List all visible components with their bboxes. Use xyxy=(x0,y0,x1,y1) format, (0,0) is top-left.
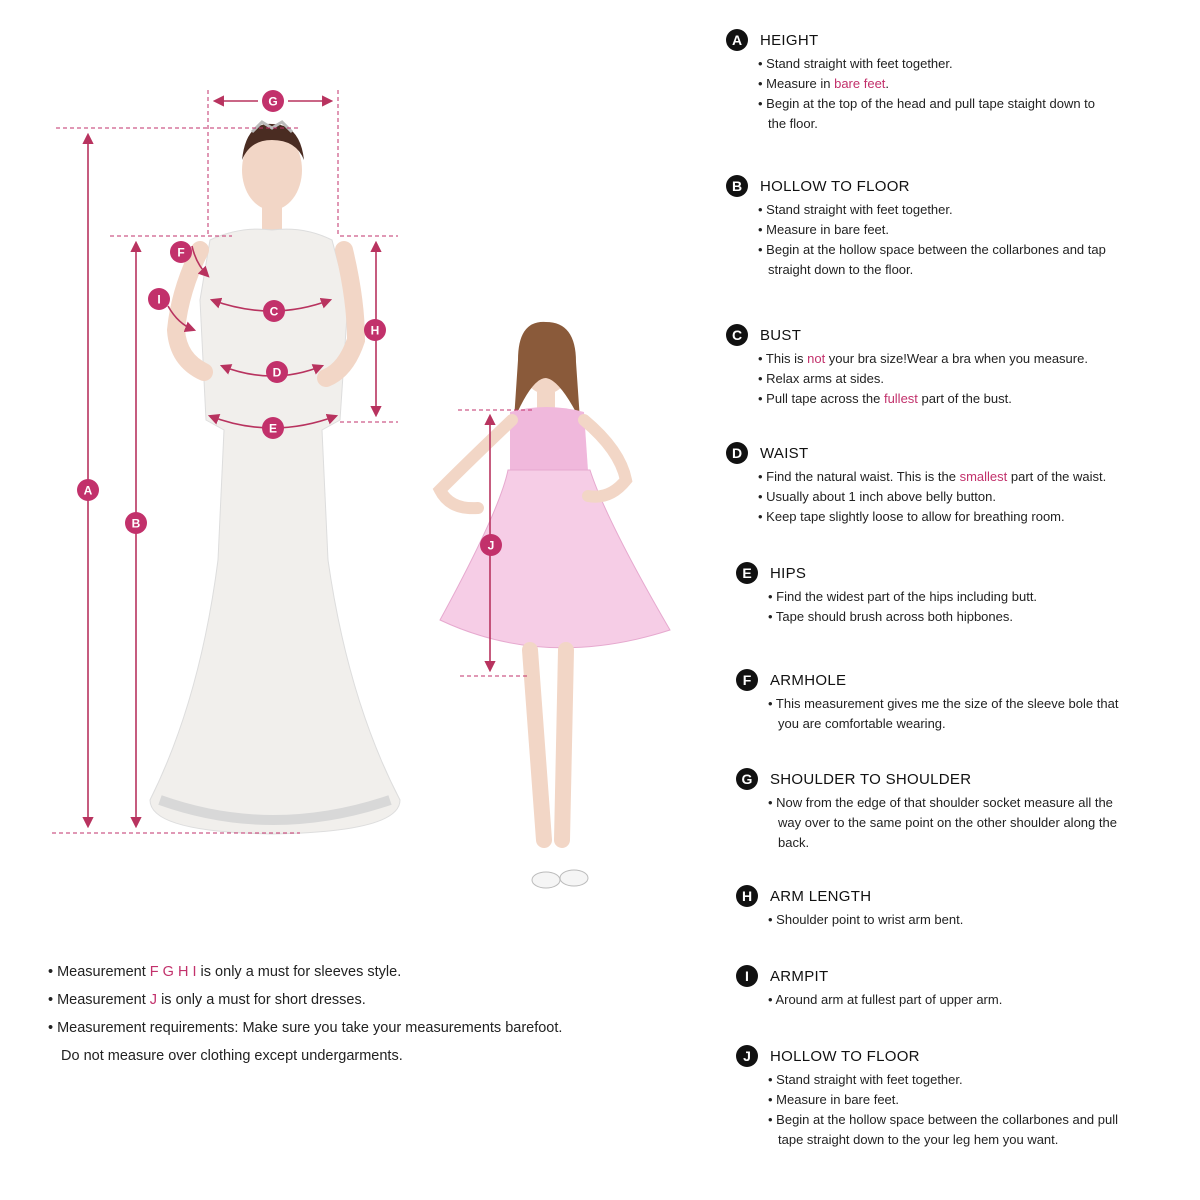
section-body xyxy=(768,694,1176,734)
section-header xyxy=(736,1044,1176,1068)
line-text: • Measure in xyxy=(758,76,835,91)
line-text: the floor. xyxy=(768,116,818,131)
line-text: • Stand straight with feet together. xyxy=(758,56,953,71)
svg-text:C: C xyxy=(269,304,279,319)
line-text: • Now from the edge of that shoulder socket measure all the xyxy=(768,795,1113,810)
section-c xyxy=(726,323,1166,409)
section-title: ARMHOLE xyxy=(770,671,847,689)
instruction-line xyxy=(758,260,1166,280)
instruction-line xyxy=(758,240,1166,260)
section-header xyxy=(736,668,1176,692)
line-text: • This measurement gives me the size of the sleeve bole that xyxy=(768,696,1119,711)
instruction-line xyxy=(768,990,1176,1010)
section-header xyxy=(736,884,1176,908)
section-body xyxy=(768,587,1176,627)
marker-c xyxy=(263,300,285,322)
marker-a xyxy=(77,479,99,501)
section-body xyxy=(758,467,1166,527)
line-text: • Find the widest part of the hips including butt. xyxy=(768,589,1038,604)
section-g xyxy=(736,767,1176,853)
svg-text:G: G xyxy=(268,94,278,109)
section-a xyxy=(726,28,1166,134)
section-b xyxy=(726,174,1166,280)
section-body xyxy=(758,349,1166,409)
instruction-line xyxy=(758,220,1166,240)
instruction-line xyxy=(768,714,1176,734)
letter-badge: F xyxy=(736,669,758,691)
short-dress-figure xyxy=(440,322,670,888)
letter-badge: C xyxy=(726,324,748,346)
instruction-line xyxy=(768,587,1176,607)
marker-h xyxy=(364,319,386,341)
highlight-text: F G H I xyxy=(149,964,197,980)
section-title: BUST xyxy=(760,326,802,344)
letter-badge: H xyxy=(736,885,758,907)
instruction-line xyxy=(758,74,1166,94)
note-line xyxy=(48,958,668,986)
line-text: . xyxy=(885,76,890,91)
instruction-line xyxy=(758,54,1166,74)
section-header xyxy=(736,964,1176,988)
highlight-text: not xyxy=(807,351,826,366)
note-line xyxy=(48,1014,668,1042)
section-title: ARM LENGTH xyxy=(770,887,872,905)
section-body xyxy=(768,1070,1176,1150)
highlight-text: bare feet xyxy=(834,76,886,91)
instruction-line xyxy=(768,1130,1176,1150)
section-header xyxy=(736,767,1176,791)
section-title: WAIST xyxy=(760,444,809,462)
note-text: is only a must for short dresses. xyxy=(157,992,366,1008)
line-text: tape straight down to the your leg hem you want. xyxy=(778,1132,1059,1147)
line-text: • Stand straight with feet together. xyxy=(758,202,953,217)
section-body xyxy=(768,910,1176,930)
line-text: • Tape should brush across both hipbones. xyxy=(768,609,1013,624)
line-text: • Begin at the hollow space between the collarbones and tap xyxy=(758,242,1106,257)
line-text: • Around arm at fullest part of upper arm. xyxy=(768,992,1003,1007)
section-title: HOLLOW TO FLOOR xyxy=(760,177,910,195)
line-text: part of the bust. xyxy=(917,391,1012,406)
line-text: • Shoulder point to wrist arm bent. xyxy=(768,912,964,927)
letter-badge: G xyxy=(736,768,758,790)
note-text: • Measurement requirements: Make sure you take your measurements barefoot. xyxy=(48,1020,563,1036)
section-d xyxy=(726,441,1166,527)
line-text: part of the waist. xyxy=(1007,469,1107,484)
instruction-line xyxy=(758,349,1166,369)
instruction-line xyxy=(758,507,1166,527)
letter-badge: D xyxy=(726,442,748,464)
line-text: • Find the natural waist. This is the xyxy=(758,469,960,484)
line-text: • Stand straight with feet together. xyxy=(768,1072,963,1087)
section-header xyxy=(726,174,1166,198)
line-text: your bra size!Wear a bra when you measure. xyxy=(825,351,1088,366)
instruction-line xyxy=(768,813,1176,833)
section-title: ARMPIT xyxy=(770,967,829,985)
section-e xyxy=(736,561,1176,627)
highlight-text: J xyxy=(149,992,158,1008)
svg-text:A: A xyxy=(83,483,93,498)
section-header xyxy=(726,28,1166,52)
svg-text:I: I xyxy=(157,292,161,307)
section-title: HOLLOW TO FLOOR xyxy=(770,1047,920,1065)
section-header xyxy=(736,561,1176,585)
letter-badge: I xyxy=(736,965,758,987)
section-body xyxy=(758,200,1166,280)
section-header xyxy=(726,323,1166,347)
line-text: • Relax arms at sides. xyxy=(758,371,884,386)
instruction-line xyxy=(768,1110,1176,1130)
line-text: • Usually about 1 inch above belly button. xyxy=(758,489,996,504)
line-text: • Keep tape slightly loose to allow for breathing room. xyxy=(758,509,1065,524)
instruction-line xyxy=(758,467,1166,487)
measurement-figure xyxy=(0,0,700,940)
section-body xyxy=(758,54,1166,134)
line-text: • Measure in bare feet. xyxy=(758,222,890,237)
line-text: you are comfortable wearing. xyxy=(778,716,946,731)
section-f xyxy=(736,668,1176,734)
marker-j xyxy=(480,534,502,556)
note-text: Do not measure over clothing except undergarments. xyxy=(61,1048,403,1064)
letter-badge: A xyxy=(726,29,748,51)
letter-badge: J xyxy=(736,1045,758,1067)
instruction-line xyxy=(768,1090,1176,1110)
section-h xyxy=(736,884,1176,930)
section-title: HIPS xyxy=(770,564,807,582)
bride-figure xyxy=(150,122,400,834)
marker-b xyxy=(125,512,147,534)
highlight-text: fullest xyxy=(883,391,918,406)
instruction-line xyxy=(758,369,1166,389)
letter-badge: B xyxy=(726,175,748,197)
section-body xyxy=(768,793,1176,853)
section-i xyxy=(736,964,1176,1010)
marker-g xyxy=(262,90,284,112)
section-j xyxy=(736,1044,1176,1150)
instruction-line xyxy=(768,607,1176,627)
note-text: • Measurement xyxy=(48,992,150,1008)
section-header xyxy=(726,441,1166,465)
marker-i xyxy=(148,288,170,310)
svg-text:D: D xyxy=(272,365,282,380)
instruction-line xyxy=(758,389,1166,409)
note-line xyxy=(48,1042,668,1070)
marker-d xyxy=(266,361,288,383)
svg-text:F: F xyxy=(177,245,185,260)
svg-text:H: H xyxy=(370,323,380,338)
svg-text:J: J xyxy=(487,538,495,553)
line-text: • Pull tape across the xyxy=(758,391,884,406)
instruction-line xyxy=(768,1070,1176,1090)
section-title: HEIGHT xyxy=(760,31,819,49)
note-line xyxy=(48,986,668,1014)
note-text: is only a must for sleeves style. xyxy=(196,964,402,980)
line-text: • Begin at the hollow space between the collarbones and pull xyxy=(768,1112,1119,1127)
line-text: • This is xyxy=(758,351,808,366)
instruction-line xyxy=(758,200,1166,220)
svg-text:B: B xyxy=(131,516,141,531)
instruction-line xyxy=(758,114,1166,134)
instruction-line xyxy=(768,910,1176,930)
section-title: SHOULDER TO SHOULDER xyxy=(770,770,972,788)
marker-f xyxy=(170,241,192,263)
line-text: straight down to the floor. xyxy=(768,262,914,277)
instruction-line xyxy=(768,833,1176,853)
highlight-text: smallest xyxy=(959,469,1008,484)
instruction-line xyxy=(758,487,1166,507)
instruction-line xyxy=(758,94,1166,114)
line-text: • Measure in bare feet. xyxy=(768,1092,900,1107)
line-text: way over to the same point on the other shoulder along the xyxy=(778,815,1117,830)
letter-badge: E xyxy=(736,562,758,584)
note-text: • Measurement xyxy=(48,964,150,980)
instruction-line xyxy=(768,694,1176,714)
instruction-line xyxy=(768,793,1176,813)
measurement-notes xyxy=(48,958,668,1070)
svg-text:E: E xyxy=(268,421,278,436)
section-body xyxy=(768,990,1176,1010)
marker-e xyxy=(262,417,284,439)
line-text: • Begin at the top of the head and pull tape staight down to xyxy=(758,96,1096,111)
line-text: back. xyxy=(778,835,810,850)
